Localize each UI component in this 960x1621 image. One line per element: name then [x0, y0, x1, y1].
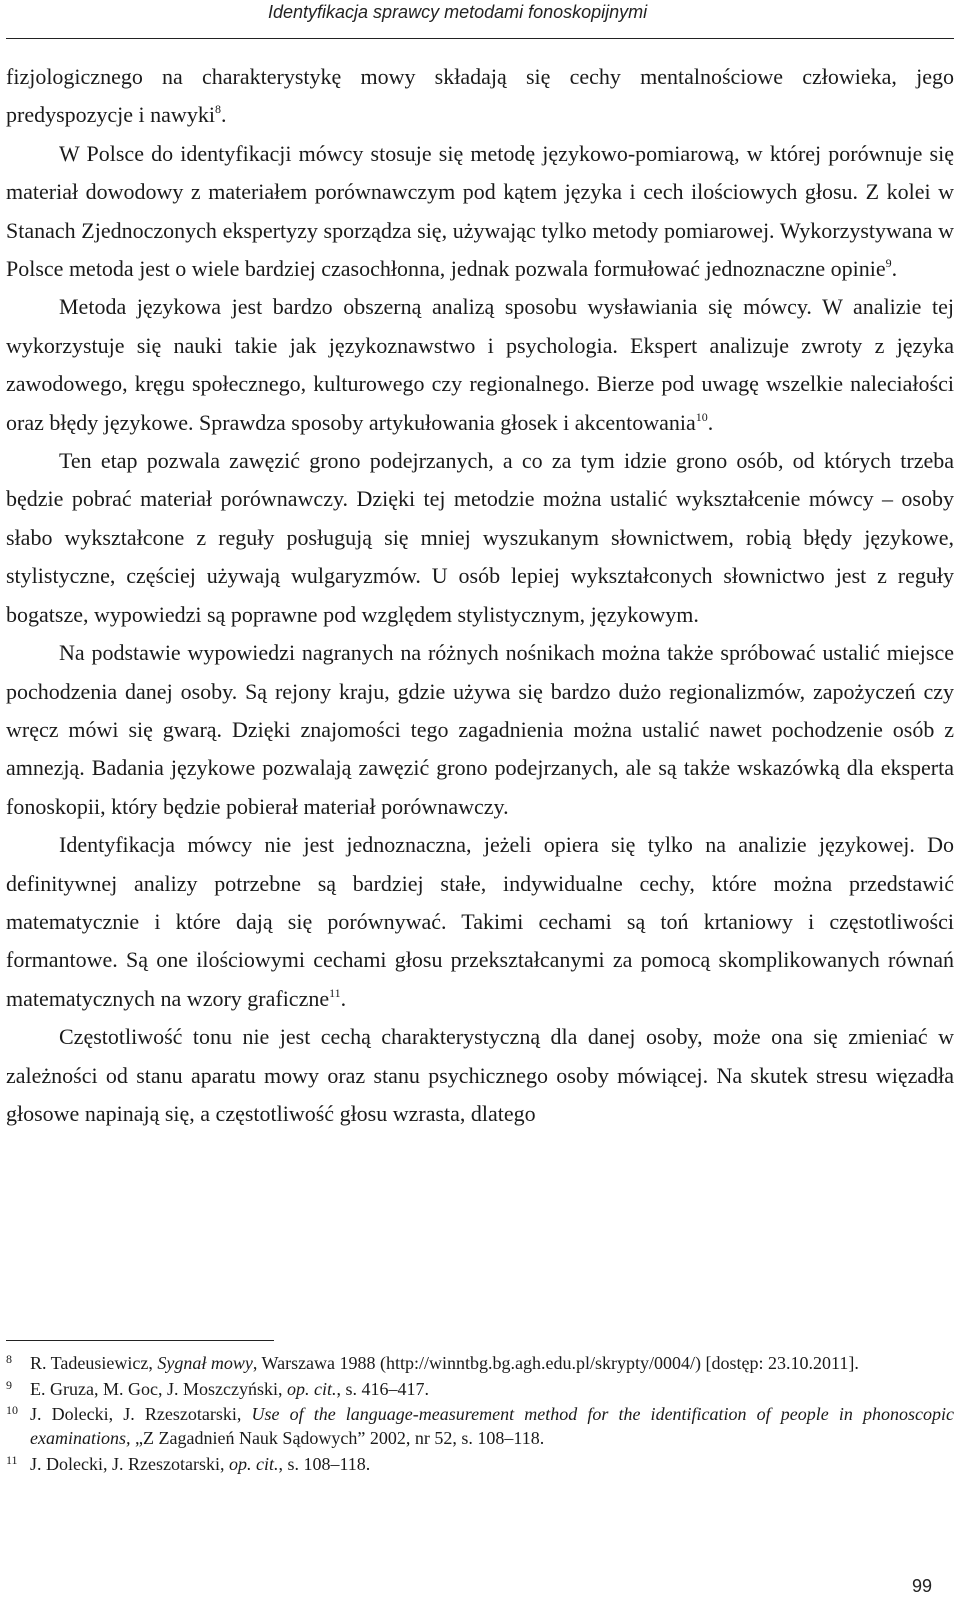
paragraph-6-text: Identyfikacja mówcy nie jest jednoznaczna, jeżeli opiera się tylko na analizie językowej. Do definitywnej analizy potrzebne są bardziej stałe, indywidualne cechy, które można przedstawić matematycznie i które dają się porównywać. Takimi cechami są toń krtaniowy i częstotliwości formantowe. Są one ilościowymi cechami głosu przekształcanymi za pomocą skomplikowanych równań matematycznych na wzory graficzne — [6, 832, 954, 1011]
paragraph-4-text: Ten etap pozwala zawęzić grono podejrzanych, a co za tym idzie grono osób, od których trzeba będzie pobrać materiał porównawczy. Dzięki tej metodzie można ustalić wykształcenie mówcy – osoby słabo wykształcone z reguły posługują się mniej wyszukanym słownictwem, robią błędy językowe, stylistyczne, częściej używają wulgaryzmów. U osób lepiej wykształconych słownictwo jest z reguły bogatsze, wypowiedzi są poprawne pod względem stylistycznym, językowym. — [6, 448, 954, 627]
footnote-text: , s. 108–118. — [278, 1453, 371, 1474]
footnote-number: 9 — [6, 1377, 12, 1392]
footnote-text: , s. 416–417. — [336, 1378, 429, 1399]
running-title: Identyfikacja sprawcy metodami fonoskopijnymi — [268, 2, 648, 22]
footnote-text: J. Dolecki, J. Rzeszotarski, — [30, 1404, 252, 1424]
footnote-number: 8 — [6, 1352, 12, 1366]
paragraph-2 — [6, 135, 954, 289]
page-number: 99 — [911, 1576, 932, 1596]
footnote-ref-11[interactable]: 11 — [329, 985, 341, 1000]
paragraph-6 — [6, 826, 954, 1018]
paragraph-3-tail: . — [707, 409, 714, 435]
footnote-title: op. cit. — [228, 1453, 279, 1474]
footnote-title: Sygnał mowy — [157, 1353, 253, 1373]
footnote-text: J. Dolecki, J. Rzeszotarski, — [30, 1453, 229, 1474]
footnote-title: op. cit. — [286, 1378, 337, 1399]
paragraph-1 — [6, 58, 954, 135]
footnote-number: 11 — [6, 1452, 18, 1467]
paragraph-7-text: Częstotliwość tonu nie jest cechą charakterystyczną dla danej osoby, może ona się zmieniać w zależności od stanu aparatu mowy oraz stanu psychicznego osoby mówiącej. Na skutek stresu więzadła głosowe napinają się, a częstotliwość głosu wzrasta, dlatego — [6, 1024, 954, 1126]
footnote-link[interactable]: http://winntbg.bg.agh.edu.pl/skrypty/0004/ — [386, 1353, 696, 1373]
footnote-11 — [6, 1452, 954, 1476]
paragraph-2-text: W Polsce do identyfikacji mówcy stosuje się metodę językowo-pomiarową, w której porównuje się materiał dowodowy z materiałem porównawczym pod kątem języka i cech ilościowych głosu. Z kolei w Stanach Zjednoczonych ekspertyzy sporządza się, używając tylko metody pomiarowej. Wykorzystywana w Polsce metoda jest o wiele bardziej czasochłonna, jednak pozwala formułować jednoznaczne opinie — [6, 140, 954, 282]
footnote-separator — [6, 1340, 274, 1341]
footnote-text: ) [dostęp: 23.10.2011]. — [695, 1353, 859, 1373]
paragraph-1-text: fizjologicznego na charakterystykę mowy składają się cechy mentalnościowe człowieka, jego predyspozycje i nawyki — [6, 64, 954, 128]
footnote-text: E. Gruza, M. Goc, J. Moszczyński, — [30, 1378, 287, 1399]
paragraph-4 — [6, 442, 954, 634]
footnote-ref-9[interactable]: 9 — [885, 256, 892, 271]
paragraph-6-tail: . — [340, 985, 347, 1011]
footnote-number: 10 — [6, 1403, 18, 1417]
running-header — [6, 0, 954, 39]
footnote-text: R. Tadeusiewicz, — [30, 1353, 158, 1373]
paragraph-1-tail: . — [220, 102, 227, 128]
footnotes — [6, 1351, 954, 1477]
footnote-title: Use of the language-measurement method for the identification of people in phonoscopic examinations, — [30, 1404, 954, 1448]
paragraph-3 — [6, 288, 954, 442]
main-text — [6, 58, 954, 1133]
paragraph-2-tail: . — [891, 256, 898, 282]
paragraph-3-text: Metoda językowa jest bardzo obszerną analizą sposobu wysławiania się mówcy. W analizie tej wykorzystuje się nauki takie jak językoznawstwo i psychologia. Ekspert analizuje zwroty z języka zawodowego, kręgu społecznego, kulturowego czy regionalnego. Bierze pod uwagę wszelkie naleciałości oraz błędy językowe. Sprawdza sposoby artykułowania głosek i akcentowania — [6, 294, 954, 435]
footnote-ref-10[interactable]: 10 — [695, 409, 708, 424]
footnote-10 — [6, 1402, 954, 1450]
footnote-text: „Z Zagadnień Nauk Sądowych” 2002, nr 52, s. 108–118. — [130, 1428, 545, 1448]
paragraph-5 — [6, 634, 954, 826]
paragraph-7 — [6, 1018, 954, 1133]
footnote-ref-8[interactable]: 8 — [214, 102, 221, 117]
paragraph-5-text: Na podstawie wypowiedzi nagranych na różnych nośnikach można także spróbować ustalić miejsce pochodzenia danej osoby. Są rejony kraju, gdzie używa się bardzo dużo regionalizmów, zapożyczeń czy wręcz mówi się gwarą. Dzięki znajomości tego zagadnienia można ustalić nawet pochodzenie osób z amnezją. Badania językowe pozwalają zawęzić grono podejrzanych, ale są także wskazówką dla eksperta fonoskopii, który będzie pobierał materiał porównawczy. — [6, 640, 954, 819]
footnote-9 — [6, 1377, 954, 1401]
footnote-text: , Warszawa 1988 ( — [252, 1353, 387, 1373]
footnote-8 — [6, 1351, 954, 1375]
